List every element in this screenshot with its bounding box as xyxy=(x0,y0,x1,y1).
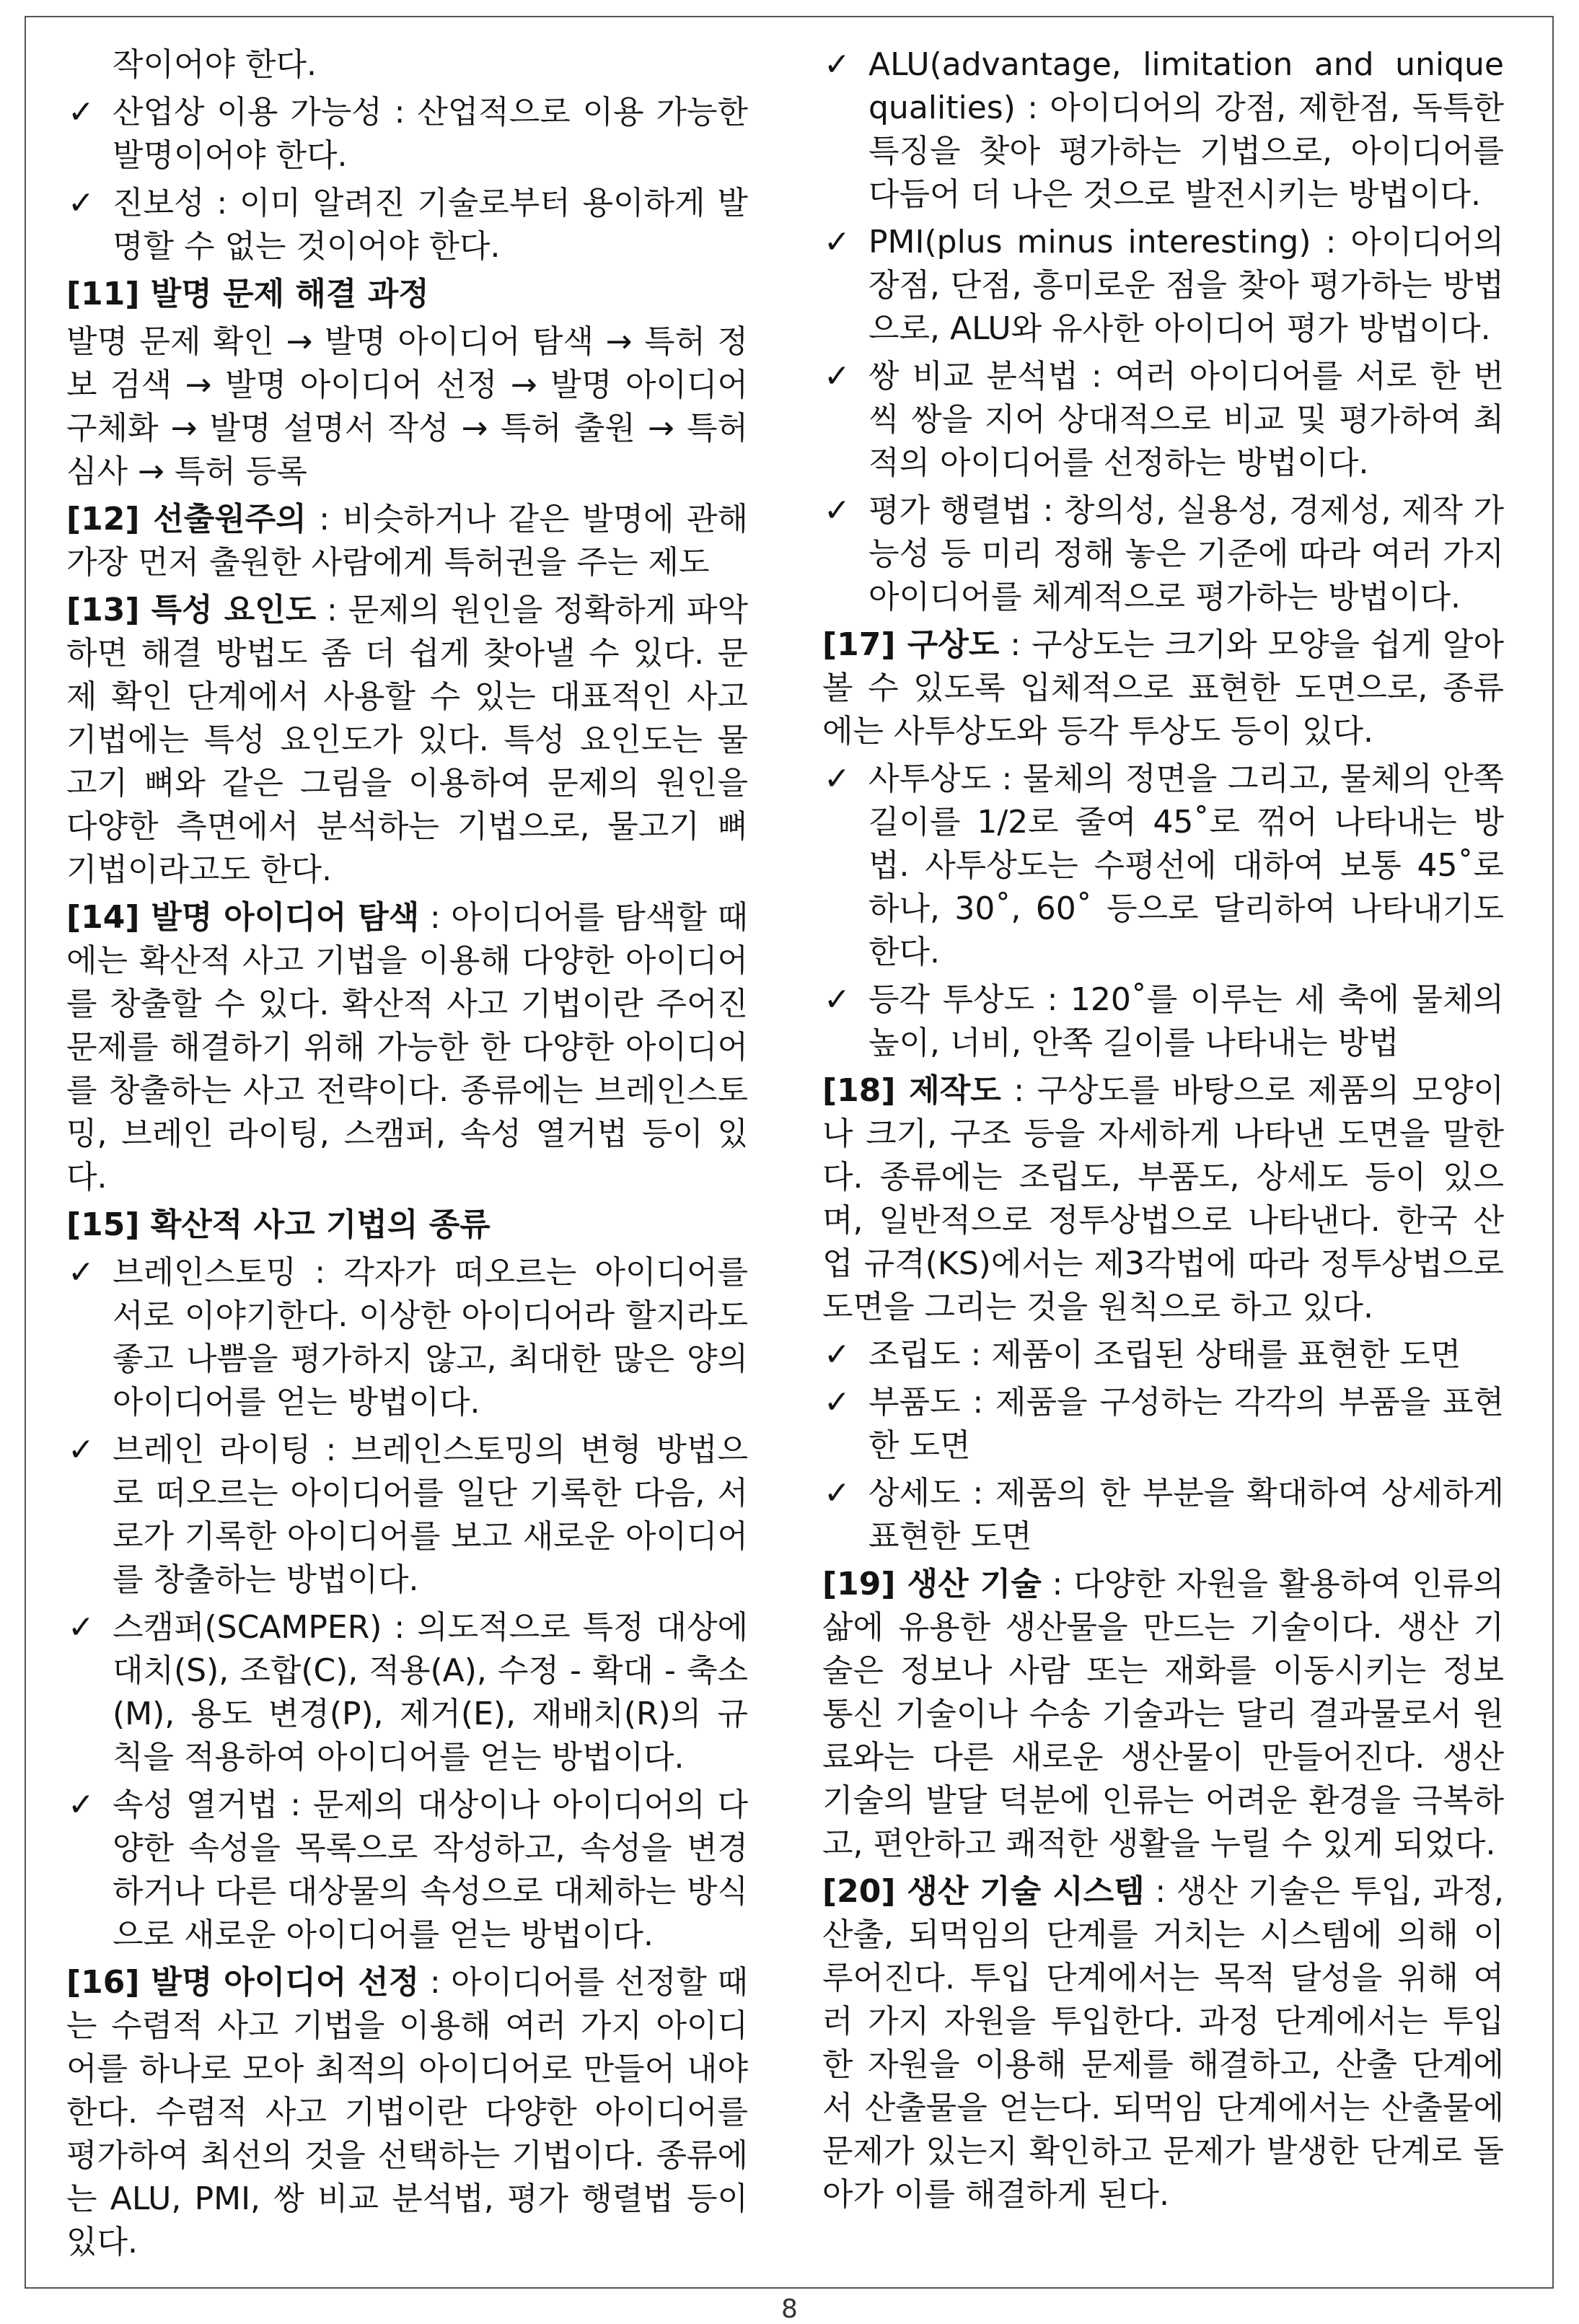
section-heading: [17] 구상도 xyxy=(822,626,1000,663)
check-icon: ✓ xyxy=(68,1786,94,1823)
section-11 xyxy=(66,273,748,316)
list-item: ✓ 산업상 이용 가능성 : 산업적으로 이용 가능한 발명이어야 한다. xyxy=(66,91,748,177)
item-text: 여러 아이디어를 서로 한 번씩 쌍을 지어 상대적으로 비교 및 평가하여 최적의 아이디어를 선정하는 방법이다. xyxy=(868,358,1504,481)
list-item: ✓ 브레인스토밍 : 각자가 떠오르는 아이디어를 서로 이야기한다. 이상한 아이디어라 할지라도 좋고 나쁨을 평가하지 않고, 최대한 많은 양의 아이디어를 얻는 방법이다. xyxy=(66,1251,748,1424)
section-text: 생산 기술은 투입, 과정, 산출, 되먹임의 단계를 거치는 시스템에 의해 이루어진다. 투입 단계에서는 목적 달성을 위해 여러 가지 자원을 투입한다. 과정 단계에서는 투입한 자원을 이용해 문제를 해결하고, 산출 단계에서 산출물을 얻는다. 되먹임 단계에서는 산출물에 문제가 있는지 확인하고 문제가 발생한 단계로 돌아가 이를 해결하게 된다. xyxy=(822,1873,1504,2213)
check-icon: ✓ xyxy=(68,185,94,222)
section-heading: [14] 발명 아이디어 탐색 xyxy=(66,899,420,936)
list-item: ✓ 상세도 : 제품의 한 부분을 확대하여 상세하게 표현한 도면 xyxy=(822,1472,1504,1558)
right-column xyxy=(822,43,1504,2221)
check-icon: ✓ xyxy=(68,94,94,131)
check-icon: ✓ xyxy=(68,1254,94,1291)
section-17: [17] 구상도 : 구상도는 크기와 모양을 쉽게 알아볼 수 있도록 입체적으로 표현한 도면으로, 종류에는 사투상도와 등각 투상도 등이 있다. xyxy=(822,626,1505,750)
check-icon: ✓ xyxy=(824,981,850,1018)
section-heading: [15] 확산적 사고 기법의 종류 xyxy=(66,1206,491,1243)
section-text: 아이디어를 탐색할 때에는 확산적 사고 기법을 이용해 다양한 아이디어를 창출할 수 있다. 확산적 사고 기법이란 주어진 문제를 해결하기 위해 가능한 한 다양한 아이디어를 창출하는 사고 전략이다. 종류에는 브레인스토밍, 브레인 라이팅, 스캠퍼, 속성 열거법 등이 있다. xyxy=(66,899,749,1196)
list-item: ✓ 진보성 : 이미 알려진 기술로부터 용이하게 발명할 수 없는 것이어야 한다. xyxy=(66,182,748,268)
item-text: 120˚를 이루는 세 축에 물체의 높이, 너비, 안쪽 길이를 나타내는 방법 xyxy=(868,981,1504,1061)
item-label: 등각 투상도 xyxy=(868,981,1035,1018)
section-19: [19] 생산 기술 : 다양한 자원을 활용하여 인류의 삶에 유용한 생산물을 만드는 기술이다. 생산 기술은 정보나 사람 또는 재화를 이동시키는 정보 통신 기술이나 수송 기술과는 달리 결과물로서 원료와는 다른 새로운 생산물이 만들어진다. 생산 기술의 발달 덕분에 인류는 어려운 환경을 극복하고, 편안하고 쾌적한 생활을 누릴 수 있게 되었다. xyxy=(822,1566,1504,1862)
check-icon: ✓ xyxy=(824,1475,850,1512)
section-11-body: 발명 문제 확인 → 발명 아이디어 탐색 → 특허 정보 검색 → 발명 아이디어 선정 → 발명 아이디어 구체화 → 발명 설명서 작성 → 특허 출원 → 특허 심사 → 특허 등록 xyxy=(66,323,748,490)
list-item: ✓ 속성 열거법 : 문제의 대상이나 아이디어의 다양한 속성을 목록으로 작성하고, 속성을 변경하거나 다른 대상물의 속성으로 대체하는 방식으로 새로운 아이디어를 얻는 방법이다. xyxy=(66,1784,748,1957)
section-15 xyxy=(66,1203,748,1247)
item-text: 의도적으로 특정 대상에 대치(S), 조합(C), 적용(A), 수정 - 확대 - 축소(M), 용도 변경(P), 제거(E), 재배치(R)의 규칙을 적용하여 아이디어를 얻는 방법이다. xyxy=(113,1609,748,1776)
item-label: 상세도 xyxy=(868,1475,961,1512)
item-label: 쌍 비교 분석법 xyxy=(868,358,1078,395)
item-label: 평가 행렬법 xyxy=(868,492,1033,529)
list-item: ✓ 부품도 : 제품을 구성하는 각각의 부품을 표현한 도면 xyxy=(822,1381,1504,1468)
item-text: 산업적으로 이용 가능한 발명이어야 한다. xyxy=(113,94,749,174)
section-text: 비슷하거나 같은 발명에 관해 가장 먼저 출원한 사람에게 특허권을 주는 제도 xyxy=(66,501,748,581)
section-text: 구상도를 바탕으로 제품의 모양이나 크기, 구조 등을 자세하게 나타낸 도면을 말한다. 종류에는 조립도, 부품도, 상세도 등이 있으며, 일반적으로 정투상법으로 나타낸다. 한국 산업 규격(KS)에서는 제3각법에 따라 정투상법으로 도면을 그리는 것을 원칙으로 하고 있다. xyxy=(822,1072,1504,1325)
page-number: 8 xyxy=(781,2294,798,2324)
left-column xyxy=(66,43,748,2268)
section-text: 구상도는 크기와 모양을 쉽게 알아볼 수 있도록 입체적으로 표현한 도면으로, 종류에는 사투상도와 등각 투상도 등이 있다. xyxy=(822,626,1505,750)
check-icon: ✓ xyxy=(824,46,850,83)
list-item: ✓ 사투상도 : 물체의 정면을 그리고, 물체의 안쪽 길이를 1/2로 줄여 45˚로 꺾어 나타내는 방법. 사투상도는 수평선에 대하여 보통 45˚로 하나, 30˚, 60˚ 등으로 달리하여 나타내기도 한다. xyxy=(822,758,1504,974)
item-label: PMI(plus minus interesting) xyxy=(868,224,1311,260)
section-14: [14] 발명 아이디어 탐색 : 아이디어를 탐색할 때에는 확산적 사고 기법을 이용해 다양한 아이디어를 창출할 수 있다. 확산적 사고 기법이란 주어진 문제를 해결하기 위해 가능한 한 다양한 아이디어를 창출하는 사고 전략이다. 종류에는 브레인스토밍, 브레인 라이팅, 스캠퍼, 속성 열거법 등이 있다. xyxy=(66,899,749,1196)
item-text: 문제의 대상이나 아이디어의 다양한 속성을 목록으로 작성하고, 속성을 변경하거나 다른 대상물의 속성으로 대체하는 방식으로 새로운 아이디어를 얻는 방법이다. xyxy=(113,1786,749,1953)
item-text: 각자가 떠오르는 아이디어를 서로 이야기한다. 이상한 아이디어라 할지라도 좋고 나쁨을 평가하지 않고, 최대한 많은 양의 아이디어를 얻는 방법이다. xyxy=(113,1254,748,1421)
section-heading: [19] 생산 기술 xyxy=(822,1566,1042,1602)
section-heading: [11] 발명 문제 해결 과정 xyxy=(66,276,429,312)
item-text: 물체의 정면을 그리고, 물체의 안쪽 길이를 1/2로 줄여 45˚로 꺾어 나타내는 방법. 사투상도는 수평선에 대하여 보통 45˚로 하나, 30˚, 60˚ 등으로 달리하여 나타내기도 한다. xyxy=(868,760,1504,970)
section-16: [16] 발명 아이디어 선정 : 아이디어를 선정할 때는 수렴적 사고 기법을 이용해 여러 가지 아이디어를 하나로 모아 최적의 아이디어로 만들어 내야 한다. 수렴적 사고 기법이란 다양한 아이디어를 평가하여 최선의 것을 선택하는 기법이다. 종류에는 ALU, PMI, 쌍 비교 분석법, 평가 행렬법 등이 있다. xyxy=(66,1964,749,2261)
item-text: 제품이 조립된 상태를 표현한 도면 xyxy=(991,1336,1461,1373)
check-icon: ✓ xyxy=(824,224,850,260)
list-item: ✓ 쌍 비교 분석법 : 여러 아이디어를 서로 한 번씩 쌍을 지어 상대적으로 비교 및 평가하여 최적의 아이디어를 선정하는 방법이다. xyxy=(822,355,1504,485)
section-20: [20] 생산 기술 시스템 : 생산 기술은 투입, 과정, 산출, 되먹임의 단계를 거치는 시스템에 의해 이루어진다. 투입 단계에서는 목적 달성을 위해 여러 가지 자원을 투입한다. 과정 단계에서는 투입한 자원을 이용해 문제를 해결하고, 산출 단계에서 산출물을 얻는다. 되먹임 단계에서는 산출물에 문제가 있는지 확인하고 문제가 발생한 단계로 돌아가 이를 해결하게 된다. xyxy=(822,1873,1504,2213)
check-icon: ✓ xyxy=(824,492,850,529)
list-item: ✓ 브레인 라이팅 : 브레인스토밍의 변형 방법으로 떠오르는 아이디어를 일단 기록한 다음, 서로가 기록한 아이디어를 보고 새로운 아이디어를 창출하는 방법이다. xyxy=(66,1429,748,1602)
item-label: 산업상 이용 가능성 xyxy=(113,94,382,131)
section-18: [18] 제작도 : 구상도를 바탕으로 제품의 모양이나 크기, 구조 등을 자세하게 나타낸 도면을 말한다. 종류에는 조립도, 부품도, 상세도 등이 있으며, 일반적으로 정투상법으로 나타낸다. 한국 산업 규격(KS)에서는 제3각법에 따라 정투상법으로 도면을 그리는 것을 원칙으로 하고 있다. xyxy=(822,1072,1504,1325)
list-item: ✓ 스캠퍼(SCAMPER) : 의도적으로 특정 대상에 대치(S), 조합(C), 적용(A), 수정 - 확대 - 축소(M), 용도 변경(P), 제거(E), 재배치(R)의 규칙을 적용하여 아이디어를 얻는 방법이다. xyxy=(66,1606,748,1779)
check-icon: ✓ xyxy=(824,1336,850,1373)
item-text: 아이디어의 강점, 제한점, 독특한 특징을 찾아 평가하는 기법으로, 아이디어를 다듬어 더 나은 것으로 발전시키는 방법이다. xyxy=(868,89,1505,213)
item-text: 제품의 한 부분을 확대하여 상세하게 표현한 도면 xyxy=(868,1475,1504,1555)
section-heading: [16] 발명 아이디어 선정 xyxy=(66,1964,420,2001)
section-text: 문제의 원인을 정확하게 파악하면 해결 방법도 좀 더 쉽게 찾아낼 수 있다. 문제 확인 단계에서 사용할 수 있는 대표적인 사고 기법에는 특성 요인도가 있다. 특성 요인도는 물고기 뼈와 같은 그림을 이용하여 문제의 원인을 다양한 측면에서 분석하는 기법으로, 물고기 뼈 기법이라고도 한다. xyxy=(66,592,748,888)
item-label: 조립도 xyxy=(868,1336,961,1373)
check-icon: ✓ xyxy=(824,358,850,395)
item-text: 제품을 구성하는 각각의 부품을 표현한 도면 xyxy=(868,1384,1504,1464)
check-icon: ✓ xyxy=(824,1384,850,1421)
list-item: ✓ 등각 투상도 : 120˚를 이루는 세 축에 물체의 높이, 너비, 안쪽 길이를 나타내는 방법 xyxy=(822,978,1504,1065)
item-label: 진보성 xyxy=(113,185,205,222)
item-text: 아이디어의 장점, 단점, 흥미로운 점을 찾아 평가하는 방법으로, ALU와 유사한 아이디어 평가 방법이다. xyxy=(868,224,1505,347)
section-heading: [20] 생산 기술 시스템 xyxy=(822,1873,1145,1910)
item-text: 브레인스토밍의 변형 방법으로 떠오르는 아이디어를 일단 기록한 다음, 서로가 기록한 아이디어를 보고 새로운 아이디어를 창출하는 방법이다. xyxy=(113,1431,748,1598)
item-label: 사투상도 xyxy=(868,760,992,797)
item-label: 브레인스토밍 xyxy=(113,1254,297,1291)
list-item: ✓ 평가 행렬법 : 창의성, 실용성, 경제성, 제작 가능성 등 미리 정해 놓은 기준에 따라 여러 가지 아이디어를 체계적으로 평가하는 방법이다. xyxy=(822,489,1504,619)
check-icon: ✓ xyxy=(824,760,850,797)
section-text: 다양한 자원을 활용하여 인류의 삶에 유용한 생산물을 만드는 기술이다. 생산 기술은 정보나 사람 또는 재화를 이동시키는 정보 통신 기술이나 수송 기술과는 달리 결과물로서 원료와는 다른 새로운 생산물이 만들어진다. 생산 기술의 발달 덕분에 인류는 어려운 환경을 극복하고, 편안하고 쾌적한 생활을 누릴 수 있게 되었다. xyxy=(822,1566,1504,1862)
list-item: ✓ PMI(plus minus interesting) : 아이디어의 장점, 단점, 흥미로운 점을 찾아 평가하는 방법으로, ALU와 유사한 아이디어 평가 방법이다. xyxy=(822,221,1504,351)
section-text: 아이디어를 선정할 때는 수렴적 사고 기법을 이용해 여러 가지 아이디어를 하나로 모아 최적의 아이디어로 만들어 내야 한다. 수렴적 사고 기법이란 다양한 아이디어를 평가하여 최선의 것을 선택하는 기법이다. 종류에는 ALU, PMI, 쌍 비교 분석법, 평가 행렬법 등이 있다. xyxy=(66,1964,749,2261)
list-item: ✓ ALU(advantage, limitation and unique qualities) : 아이디어의 강점, 제한점, 독특한 특징을 찾아 평가하는 기법으로, 아이디어를 다듬어 더 나은 것으로 발전시키는 방법이다. xyxy=(822,43,1504,216)
section-heading: [13] 특성 요인도 xyxy=(66,592,317,628)
list-item: ✓ 조립도 : 제품이 조립된 상태를 표현한 도면 xyxy=(822,1333,1504,1377)
check-icon: ✓ xyxy=(68,1609,94,1646)
section-heading: [12] 선출원주의 xyxy=(66,501,307,538)
section-12: [12] 선출원주의 : 비슷하거나 같은 발명에 관해 가장 먼저 출원한 사람에게 특허권을 주는 제도 xyxy=(66,501,748,581)
continued-text: 작이어야 한다. xyxy=(113,46,317,83)
item-text: 창의성, 실용성, 경제성, 제작 가능성 등 미리 정해 놓은 기준에 따라 여러 가지 아이디어를 체계적으로 평가하는 방법이다. xyxy=(868,492,1505,615)
item-label: 스캠퍼(SCAMPER) xyxy=(113,1609,382,1646)
section-heading: [18] 제작도 xyxy=(822,1072,1001,1109)
item-text: 이미 알려진 기술로부터 용이하게 발명할 수 없는 것이어야 한다. xyxy=(113,185,748,265)
item-label: 브레인 라이팅 xyxy=(113,1431,312,1468)
item-label: ALU(advantage, limitation and unique qualities) xyxy=(868,46,1504,126)
section-13: [13] 특성 요인도 : 문제의 원인을 정확하게 파악하면 해결 방법도 좀 더 쉽게 찾아낼 수 있다. 문제 확인 단계에서 사용할 수 있는 대표적인 사고 기법에는 특성 요인도가 있다. 특성 요인도는 물고기 뼈와 같은 그림을 이용하여 문제의 원인을 다양한 측면에서 분석하는 기법으로, 물고기 뼈 기법이라고도 한다. xyxy=(66,592,748,888)
item-label: 부품도 xyxy=(868,1384,961,1421)
item-label: 속성 열거법 xyxy=(113,1786,278,1823)
check-icon: ✓ xyxy=(68,1431,94,1468)
